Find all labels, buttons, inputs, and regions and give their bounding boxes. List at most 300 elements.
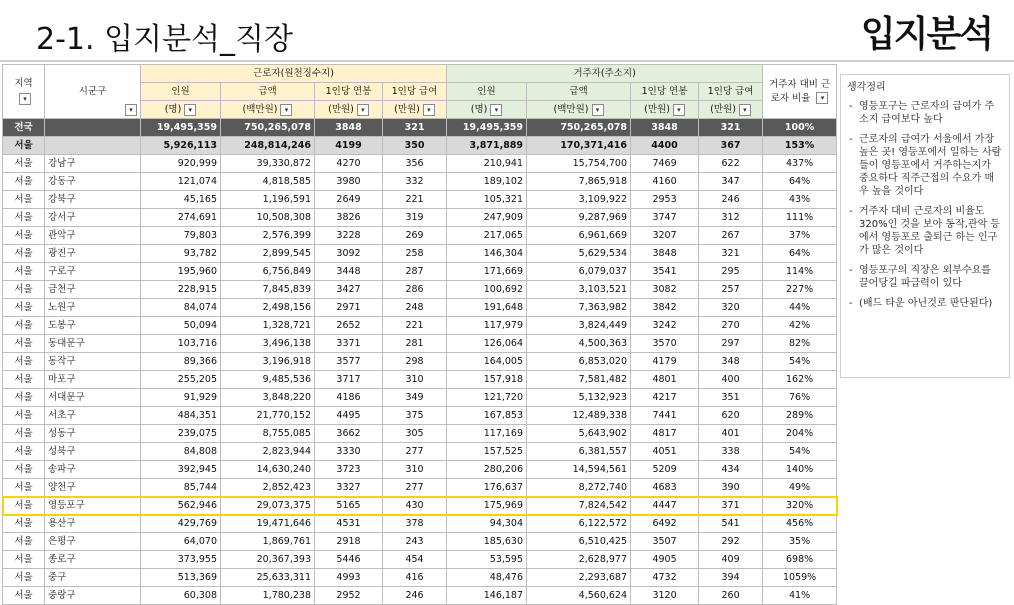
table-row[interactable] (3, 461, 837, 479)
cell-worker-count[interactable]: 484,351 (141, 407, 221, 425)
cell-district[interactable]: 영등포구 (45, 497, 141, 515)
cell-district[interactable]: 중구 (45, 569, 141, 587)
cell-worker-count[interactable]: 121,074 (141, 173, 221, 191)
table-row[interactable] (3, 245, 837, 263)
cell-resident-monthly[interactable]: 409 (699, 551, 763, 569)
cell-worker-amount[interactable]: 1,869,761 (221, 533, 315, 551)
cell-resident-amount[interactable]: 5,629,534 (527, 245, 631, 263)
filter-dropdown-icon[interactable]: ▾ (592, 104, 604, 116)
cell-worker-amount[interactable]: 7,845,839 (221, 281, 315, 299)
cell-worker-count[interactable]: 195,960 (141, 263, 221, 281)
cell-district[interactable]: 서초구 (45, 407, 141, 425)
cell-resident-count[interactable]: 210,941 (447, 155, 527, 173)
cell-resident-count[interactable]: 3,871,889 (447, 137, 527, 155)
table-row[interactable] (3, 209, 837, 227)
cell-region[interactable]: 서울 (3, 443, 45, 461)
cell-worker-amount[interactable]: 2,899,545 (221, 245, 315, 263)
cell-worker-monthly[interactable]: 281 (383, 335, 447, 353)
cell-region[interactable]: 서울 (3, 371, 45, 389)
cell-worker-amount[interactable]: 29,073,375 (221, 497, 315, 515)
cell-worker-count[interactable]: 513,369 (141, 569, 221, 587)
cell-worker-monthly[interactable]: 305 (383, 425, 447, 443)
cell-resident-count[interactable]: 19,495,359 (447, 119, 527, 137)
cell-worker-annual[interactable]: 2952 (315, 587, 383, 605)
cell-worker-amount[interactable]: 1,196,591 (221, 191, 315, 209)
cell-worker-amount[interactable]: 8,755,085 (221, 425, 315, 443)
cell-worker-monthly[interactable]: 416 (383, 569, 447, 587)
cell-worker-count[interactable]: 920,999 (141, 155, 221, 173)
cell-worker-amount[interactable]: 2,498,156 (221, 299, 315, 317)
cell-worker-annual[interactable]: 3448 (315, 263, 383, 281)
cell-worker-count[interactable]: 60,308 (141, 587, 221, 605)
cell-worker-count[interactable]: 392,945 (141, 461, 221, 479)
cell-worker-count[interactable]: 79,803 (141, 227, 221, 245)
cell-resident-amount[interactable]: 15,754,700 (527, 155, 631, 173)
cell-resident-monthly[interactable]: 312 (699, 209, 763, 227)
cell-worker-count[interactable]: 274,691 (141, 209, 221, 227)
cell-worker-amount[interactable]: 248,814,246 (221, 137, 315, 155)
cell-resident-monthly[interactable]: 267 (699, 227, 763, 245)
cell-region[interactable]: 서울 (3, 299, 45, 317)
cell-ratio[interactable]: 320% (763, 497, 837, 515)
table-row[interactable] (3, 173, 837, 191)
table-row[interactable] (3, 587, 837, 605)
cell-ratio[interactable]: 54% (763, 353, 837, 371)
cell-worker-annual[interactable]: 3662 (315, 425, 383, 443)
cell-resident-amount[interactable]: 6,381,557 (527, 443, 631, 461)
cell-resident-amount[interactable]: 6,853,020 (527, 353, 631, 371)
table-row[interactable] (3, 353, 837, 371)
filter-dropdown-icon[interactable]: ▾ (490, 104, 502, 116)
cell-worker-annual[interactable]: 2918 (315, 533, 383, 551)
cell-worker-monthly[interactable]: 321 (383, 119, 447, 137)
cell-worker-count[interactable]: 85,744 (141, 479, 221, 497)
cell-district[interactable]: 종로구 (45, 551, 141, 569)
cell-region[interactable]: 서울 (3, 281, 45, 299)
cell-region[interactable]: 서울 (3, 533, 45, 551)
cell-resident-annual[interactable]: 3207 (631, 227, 699, 245)
cell-resident-amount[interactable]: 3,103,521 (527, 281, 631, 299)
cell-worker-count[interactable]: 84,808 (141, 443, 221, 461)
cell-worker-monthly[interactable]: 332 (383, 173, 447, 191)
cell-worker-count[interactable]: 93,782 (141, 245, 221, 263)
cell-resident-annual[interactable]: 4905 (631, 551, 699, 569)
cell-resident-count[interactable]: 94,304 (447, 515, 527, 533)
cell-resident-amount[interactable]: 3,824,449 (527, 317, 631, 335)
cell-worker-monthly[interactable]: 298 (383, 353, 447, 371)
cell-resident-amount[interactable]: 14,594,561 (527, 461, 631, 479)
cell-ratio[interactable]: 43% (763, 191, 837, 209)
cell-worker-annual[interactable]: 3723 (315, 461, 383, 479)
cell-worker-amount[interactable]: 1,328,721 (221, 317, 315, 335)
cell-region[interactable]: 서울 (3, 191, 45, 209)
filter-dropdown-icon[interactable]: ▾ (357, 104, 369, 116)
cell-worker-annual[interactable]: 4993 (315, 569, 383, 587)
cell-ratio[interactable]: 227% (763, 281, 837, 299)
cell-ratio[interactable]: 37% (763, 227, 837, 245)
filter-dropdown-icon[interactable]: ▾ (184, 104, 196, 116)
cell-worker-count[interactable]: 239,075 (141, 425, 221, 443)
cell-resident-count[interactable]: 126,064 (447, 335, 527, 353)
cell-worker-count[interactable]: 89,366 (141, 353, 221, 371)
filter-dropdown-icon[interactable]: ▾ (816, 92, 828, 104)
cell-ratio[interactable]: 140% (763, 461, 837, 479)
cell-worker-annual[interactable]: 3371 (315, 335, 383, 353)
table-row-seoul-total[interactable] (3, 137, 837, 155)
cell-worker-amount[interactable]: 3,848,220 (221, 389, 315, 407)
cell-ratio[interactable]: 100% (763, 119, 837, 137)
cell-resident-count[interactable]: 48,476 (447, 569, 527, 587)
cell-worker-annual[interactable]: 4270 (315, 155, 383, 173)
cell-resident-annual[interactable]: 5209 (631, 461, 699, 479)
cell-worker-monthly[interactable]: 378 (383, 515, 447, 533)
cell-resident-amount[interactable]: 7,581,482 (527, 371, 631, 389)
cell-resident-monthly[interactable]: 541 (699, 515, 763, 533)
table-row[interactable] (3, 551, 837, 569)
cell-resident-count[interactable]: 280,206 (447, 461, 527, 479)
cell-worker-annual[interactable]: 3327 (315, 479, 383, 497)
cell-worker-annual[interactable]: 4531 (315, 515, 383, 533)
cell-resident-amount[interactable]: 2,628,977 (527, 551, 631, 569)
table-row[interactable] (3, 569, 837, 587)
table-row[interactable] (3, 533, 837, 551)
cell-region[interactable]: 서울 (3, 425, 45, 443)
filter-dropdown-icon[interactable]: ▾ (423, 104, 435, 116)
cell-resident-count[interactable]: 146,304 (447, 245, 527, 263)
cell-resident-count[interactable]: 121,720 (447, 389, 527, 407)
cell-worker-monthly[interactable]: 319 (383, 209, 447, 227)
cell-resident-annual[interactable]: 4400 (631, 137, 699, 155)
cell-resident-amount[interactable]: 5,643,902 (527, 425, 631, 443)
cell-resident-annual[interactable]: 4179 (631, 353, 699, 371)
cell-district[interactable]: 은평구 (45, 533, 141, 551)
cell-resident-count[interactable]: 117,979 (447, 317, 527, 335)
cell-region[interactable]: 서울 (3, 353, 45, 371)
cell-district[interactable] (45, 137, 141, 155)
cell-resident-amount[interactable]: 3,109,922 (527, 191, 631, 209)
cell-resident-count[interactable]: 176,637 (447, 479, 527, 497)
cell-resident-amount[interactable]: 7,865,918 (527, 173, 631, 191)
cell-ratio[interactable]: 49% (763, 479, 837, 497)
cell-district[interactable]: 송파구 (45, 461, 141, 479)
table-row[interactable] (3, 155, 837, 173)
cell-resident-monthly[interactable]: 348 (699, 353, 763, 371)
cell-worker-annual[interactable]: 4186 (315, 389, 383, 407)
cell-ratio[interactable]: 456% (763, 515, 837, 533)
cell-resident-monthly[interactable]: 257 (699, 281, 763, 299)
cell-resident-annual[interactable]: 3082 (631, 281, 699, 299)
cell-worker-annual[interactable]: 2971 (315, 299, 383, 317)
cell-worker-count[interactable]: 91,929 (141, 389, 221, 407)
cell-resident-monthly[interactable]: 297 (699, 335, 763, 353)
cell-resident-amount[interactable]: 750,265,078 (527, 119, 631, 137)
cell-resident-monthly[interactable]: 390 (699, 479, 763, 497)
cell-region[interactable]: 서울 (3, 317, 45, 335)
cell-district[interactable]: 중랑구 (45, 587, 141, 605)
cell-resident-amount[interactable]: 9,287,969 (527, 209, 631, 227)
cell-resident-annual[interactable]: 3242 (631, 317, 699, 335)
cell-resident-monthly[interactable]: 321 (699, 245, 763, 263)
cell-worker-annual[interactable]: 2649 (315, 191, 383, 209)
table-row[interactable] (3, 335, 837, 353)
cell-ratio[interactable]: 44% (763, 299, 837, 317)
cell-resident-count[interactable]: 217,065 (447, 227, 527, 245)
cell-worker-monthly[interactable]: 248 (383, 299, 447, 317)
cell-resident-monthly[interactable]: 246 (699, 191, 763, 209)
cell-resident-amount[interactable]: 6,122,572 (527, 515, 631, 533)
cell-resident-count[interactable]: 171,669 (447, 263, 527, 281)
cell-resident-annual[interactable]: 6492 (631, 515, 699, 533)
cell-resident-annual[interactable]: 4801 (631, 371, 699, 389)
table-row[interactable] (3, 443, 837, 461)
cell-ratio[interactable]: 76% (763, 389, 837, 407)
cell-resident-count[interactable]: 191,648 (447, 299, 527, 317)
cell-resident-monthly[interactable]: 434 (699, 461, 763, 479)
cell-resident-monthly[interactable]: 400 (699, 371, 763, 389)
cell-worker-annual[interactable]: 3717 (315, 371, 383, 389)
cell-resident-amount[interactable]: 8,272,740 (527, 479, 631, 497)
cell-worker-count[interactable]: 429,769 (141, 515, 221, 533)
cell-worker-amount[interactable]: 21,770,152 (221, 407, 315, 425)
cell-worker-monthly[interactable]: 375 (383, 407, 447, 425)
cell-resident-annual[interactable]: 4732 (631, 569, 699, 587)
cell-worker-annual[interactable]: 5165 (315, 497, 383, 515)
cell-worker-amount[interactable]: 14,630,240 (221, 461, 315, 479)
cell-worker-count[interactable]: 19,495,359 (141, 119, 221, 137)
cell-region[interactable]: 전국 (3, 119, 45, 137)
cell-region[interactable]: 서울 (3, 209, 45, 227)
cell-worker-amount[interactable]: 9,485,536 (221, 371, 315, 389)
cell-ratio[interactable]: 64% (763, 173, 837, 191)
cell-ratio[interactable]: 42% (763, 317, 837, 335)
cell-worker-annual[interactable]: 5446 (315, 551, 383, 569)
cell-resident-amount[interactable]: 7,363,982 (527, 299, 631, 317)
cell-resident-monthly[interactable]: 270 (699, 317, 763, 335)
cell-resident-amount[interactable]: 4,500,363 (527, 335, 631, 353)
cell-resident-annual[interactable]: 4051 (631, 443, 699, 461)
cell-worker-monthly[interactable]: 349 (383, 389, 447, 407)
cell-worker-amount[interactable]: 6,756,849 (221, 263, 315, 281)
cell-resident-count[interactable]: 105,321 (447, 191, 527, 209)
cell-worker-count[interactable]: 84,074 (141, 299, 221, 317)
cell-region[interactable]: 서울 (3, 227, 45, 245)
cell-resident-monthly[interactable]: 295 (699, 263, 763, 281)
table-row[interactable] (3, 191, 837, 209)
cell-region[interactable]: 서울 (3, 461, 45, 479)
cell-region[interactable]: 서울 (3, 497, 45, 515)
cell-district[interactable]: 구로구 (45, 263, 141, 281)
cell-resident-annual[interactable]: 4217 (631, 389, 699, 407)
cell-worker-count[interactable]: 5,926,113 (141, 137, 221, 155)
cell-resident-monthly[interactable]: 371 (699, 497, 763, 515)
cell-district[interactable]: 성동구 (45, 425, 141, 443)
table-row[interactable] (3, 317, 837, 335)
cell-ratio[interactable]: 698% (763, 551, 837, 569)
table-row[interactable] (3, 407, 837, 425)
cell-resident-annual[interactable]: 3570 (631, 335, 699, 353)
cell-resident-monthly[interactable]: 351 (699, 389, 763, 407)
cell-worker-amount[interactable]: 3,496,138 (221, 335, 315, 353)
cell-region[interactable]: 서울 (3, 587, 45, 605)
cell-district[interactable]: 강남구 (45, 155, 141, 173)
cell-worker-annual[interactable]: 2652 (315, 317, 383, 335)
cell-worker-monthly[interactable]: 277 (383, 443, 447, 461)
cell-resident-count[interactable]: 100,692 (447, 281, 527, 299)
table-row[interactable] (3, 389, 837, 407)
cell-district[interactable]: 동대문구 (45, 335, 141, 353)
cell-resident-amount[interactable]: 6,961,669 (527, 227, 631, 245)
cell-resident-count[interactable]: 167,853 (447, 407, 527, 425)
cell-worker-monthly[interactable]: 310 (383, 461, 447, 479)
table-row[interactable] (3, 299, 837, 317)
filter-dropdown-icon[interactable]: ▾ (125, 104, 137, 116)
cell-resident-monthly[interactable]: 338 (699, 443, 763, 461)
cell-resident-amount[interactable]: 6,079,037 (527, 263, 631, 281)
filter-dropdown-icon[interactable]: ▾ (19, 93, 31, 105)
cell-ratio[interactable]: 114% (763, 263, 837, 281)
cell-worker-count[interactable]: 50,094 (141, 317, 221, 335)
cell-resident-annual[interactable]: 4817 (631, 425, 699, 443)
cell-district[interactable]: 도봉구 (45, 317, 141, 335)
cell-worker-monthly[interactable]: 277 (383, 479, 447, 497)
cell-resident-amount[interactable]: 5,132,923 (527, 389, 631, 407)
cell-ratio[interactable]: 54% (763, 443, 837, 461)
cell-worker-amount[interactable]: 10,508,308 (221, 209, 315, 227)
cell-district[interactable]: 마포구 (45, 371, 141, 389)
cell-resident-count[interactable]: 189,102 (447, 173, 527, 191)
cell-region[interactable]: 서울 (3, 389, 45, 407)
cell-ratio[interactable]: 204% (763, 425, 837, 443)
cell-resident-count[interactable]: 164,005 (447, 353, 527, 371)
cell-region[interactable]: 서울 (3, 173, 45, 191)
cell-worker-monthly[interactable]: 310 (383, 371, 447, 389)
cell-ratio[interactable]: 111% (763, 209, 837, 227)
cell-worker-amount[interactable]: 1,780,238 (221, 587, 315, 605)
cell-district[interactable]: 용산구 (45, 515, 141, 533)
cell-region[interactable]: 서울 (3, 569, 45, 587)
cell-resident-annual[interactable]: 4160 (631, 173, 699, 191)
cell-resident-count[interactable]: 53,595 (447, 551, 527, 569)
cell-district[interactable] (45, 119, 141, 137)
cell-district[interactable]: 서대문구 (45, 389, 141, 407)
cell-ratio[interactable]: 35% (763, 533, 837, 551)
cell-district[interactable]: 광진구 (45, 245, 141, 263)
cell-worker-amount[interactable]: 3,196,918 (221, 353, 315, 371)
cell-resident-amount[interactable]: 12,489,338 (527, 407, 631, 425)
cell-worker-monthly[interactable]: 269 (383, 227, 447, 245)
cell-worker-count[interactable]: 103,716 (141, 335, 221, 353)
cell-resident-annual[interactable]: 7441 (631, 407, 699, 425)
cell-resident-monthly[interactable]: 622 (699, 155, 763, 173)
cell-district[interactable]: 양천구 (45, 479, 141, 497)
cell-resident-annual[interactable]: 3507 (631, 533, 699, 551)
cell-region[interactable]: 서울 (3, 245, 45, 263)
cell-worker-count[interactable]: 373,955 (141, 551, 221, 569)
cell-district[interactable]: 관악구 (45, 227, 141, 245)
cell-worker-amount[interactable]: 2,852,423 (221, 479, 315, 497)
cell-worker-annual[interactable]: 3092 (315, 245, 383, 263)
cell-district[interactable]: 성북구 (45, 443, 141, 461)
cell-worker-annual[interactable]: 3427 (315, 281, 383, 299)
cell-worker-annual[interactable]: 3577 (315, 353, 383, 371)
cell-worker-annual[interactable]: 3848 (315, 119, 383, 137)
cell-resident-annual[interactable]: 2953 (631, 191, 699, 209)
cell-resident-annual[interactable]: 3842 (631, 299, 699, 317)
cell-worker-monthly[interactable]: 430 (383, 497, 447, 515)
table-row[interactable] (3, 371, 837, 389)
cell-worker-monthly[interactable]: 246 (383, 587, 447, 605)
cell-district[interactable]: 동작구 (45, 353, 141, 371)
cell-worker-annual[interactable]: 3228 (315, 227, 383, 245)
cell-region[interactable]: 서울 (3, 407, 45, 425)
cell-resident-monthly[interactable]: 367 (699, 137, 763, 155)
cell-resident-monthly[interactable]: 347 (699, 173, 763, 191)
cell-worker-monthly[interactable]: 454 (383, 551, 447, 569)
cell-worker-annual[interactable]: 3980 (315, 173, 383, 191)
cell-worker-count[interactable]: 45,165 (141, 191, 221, 209)
cell-worker-amount[interactable]: 19,471,646 (221, 515, 315, 533)
cell-ratio[interactable]: 41% (763, 587, 837, 605)
cell-worker-amount[interactable]: 39,330,872 (221, 155, 315, 173)
cell-ratio[interactable]: 1059% (763, 569, 837, 587)
table-row[interactable] (3, 497, 837, 515)
table-row[interactable] (3, 425, 837, 443)
cell-resident-annual[interactable]: 3541 (631, 263, 699, 281)
cell-resident-monthly[interactable]: 321 (699, 119, 763, 137)
cell-worker-count[interactable]: 64,070 (141, 533, 221, 551)
table-row[interactable] (3, 281, 837, 299)
cell-worker-amount[interactable]: 750,265,078 (221, 119, 315, 137)
cell-region[interactable]: 서울 (3, 335, 45, 353)
cell-worker-amount[interactable]: 4,818,585 (221, 173, 315, 191)
cell-resident-annual[interactable]: 7469 (631, 155, 699, 173)
cell-resident-monthly[interactable]: 260 (699, 587, 763, 605)
cell-resident-count[interactable]: 175,969 (447, 497, 527, 515)
cell-ratio[interactable]: 162% (763, 371, 837, 389)
cell-worker-monthly[interactable]: 286 (383, 281, 447, 299)
cell-region[interactable]: 서울 (3, 263, 45, 281)
cell-ratio[interactable]: 289% (763, 407, 837, 425)
cell-worker-count[interactable]: 255,205 (141, 371, 221, 389)
table-row[interactable] (3, 263, 837, 281)
cell-resident-amount[interactable]: 2,293,687 (527, 569, 631, 587)
cell-resident-monthly[interactable]: 401 (699, 425, 763, 443)
cell-resident-annual[interactable]: 4447 (631, 497, 699, 515)
cell-district[interactable]: 강서구 (45, 209, 141, 227)
cell-resident-count[interactable]: 146,187 (447, 587, 527, 605)
cell-worker-monthly[interactable]: 356 (383, 155, 447, 173)
cell-worker-annual[interactable]: 4495 (315, 407, 383, 425)
cell-worker-annual[interactable]: 3826 (315, 209, 383, 227)
cell-district[interactable]: 금천구 (45, 281, 141, 299)
cell-region[interactable]: 서울 (3, 479, 45, 497)
cell-worker-annual[interactable]: 3330 (315, 443, 383, 461)
cell-district[interactable]: 강북구 (45, 191, 141, 209)
cell-worker-count[interactable]: 228,915 (141, 281, 221, 299)
cell-worker-amount[interactable]: 2,823,944 (221, 443, 315, 461)
cell-resident-count[interactable]: 185,630 (447, 533, 527, 551)
cell-region[interactable]: 서울 (3, 155, 45, 173)
filter-dropdown-icon[interactable]: ▾ (673, 104, 685, 116)
cell-worker-monthly[interactable]: 243 (383, 533, 447, 551)
table-row[interactable] (3, 227, 837, 245)
cell-resident-amount[interactable]: 7,824,542 (527, 497, 631, 515)
filter-dropdown-icon[interactable]: ▾ (739, 104, 751, 116)
cell-worker-monthly[interactable]: 258 (383, 245, 447, 263)
cell-resident-annual[interactable]: 3120 (631, 587, 699, 605)
cell-worker-monthly[interactable]: 350 (383, 137, 447, 155)
cell-ratio[interactable]: 82% (763, 335, 837, 353)
